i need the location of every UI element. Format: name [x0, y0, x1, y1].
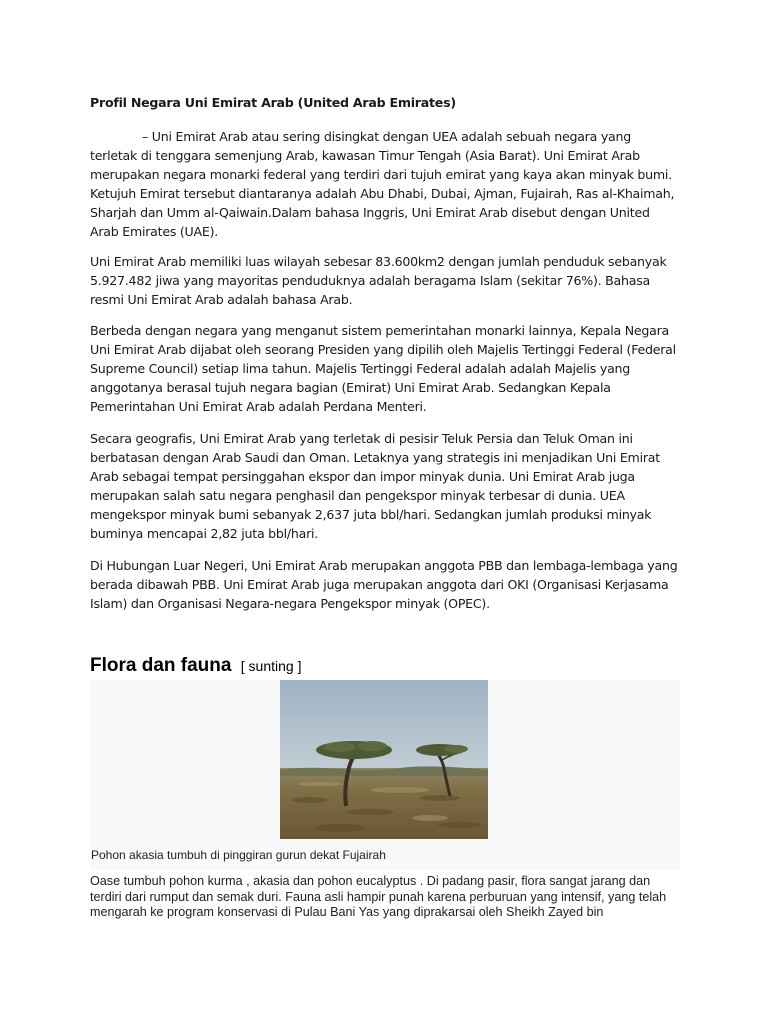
document-title: Profil Negara Uni Emirat Arab (United Arab Emirates) [90, 95, 456, 110]
section-heading-text: Flora dan fauna [90, 655, 232, 676]
flora-fauna-paragraph: Oase tumbuh pohon kurma , akasia dan pohon eucalyptus . Di padang pasir, flora sangat jarang dan terdiri dari rumput dan semak duri. Fauna asli hampir punah karena perburuan yang intensif, yang telah mengarah ke program konservasi di Pulau Bani Yas yang diprakarsai oleh Sheikh Zayed bin [90, 874, 667, 919]
paragraph-intro [90, 127, 680, 241]
paragraph-text: – Uni Emirat Arab atau sering disingkat dengan UEA adalah sebuah negara yang terletak di tenggara semenjung Arab, kawasan Timur Tengah (Asia Barat). Uni Emirat Arab merupakan negara monarki federal yang terdiri dari tujuh emirat yang kaya akan minyak bumi. Ketujuh Emirat tersebut diantaranya adalah Abu Dhabi, Dubai, Ajman, Fujairah, Ras al-Khaimah, Sharjah dan Umm al-Qaiwain.Dalam bahasa Inggris, Uni Emirat Arab disebut dengan United Arab Emirates (UAE). [90, 129, 675, 239]
paragraph-foreign-relations [90, 556, 680, 613]
paragraph-geography [90, 429, 680, 543]
paragraph-area-population [90, 252, 680, 309]
figure-caption: Pohon akasia tumbuh di pinggiran gurun dekat Fujairah [91, 848, 386, 862]
section-heading [90, 655, 301, 677]
edit-link[interactable]: [ sunting ] [240, 658, 302, 674]
paragraph-text: Uni Emirat Arab memiliki luas wilayah sebesar 83.600km2 dengan jumlah penduduk sebanyak 5.927.482 jiwa yang mayoritas penduduknya adalah beragama Islam (sekitar 76%). Bahasa resmi Uni Emirat Arab adalah bahasa Arab. [90, 254, 667, 307]
paragraph-government [90, 321, 680, 416]
acacia-photo [280, 680, 488, 839]
paragraph-text: Secara geografis, Uni Emirat Arab yang terletak di pesisir Teluk Persia dan Teluk Oman ini berbatasan dengan Arab Saudi dan Oman. Letaknya yang strategis ini menjadikan Uni Emirat Arab sebagai tempat persinggahan ekspor dan impor minyak dunia. Uni Emirat Arab juga merupakan salah satu negara penghasil dan pengekspor minyak terbesar di dunia. UEA mengekspor minyak bumi sebanyak 2,637 juta bbl/hari. Sedangkan jumlah produksi minyak buminya mencapai 2,82 juta bbl/hari. [90, 431, 660, 541]
paragraph-text: Di Hubungan Luar Negeri, Uni Emirat Arab merupakan anggota PBB dan lembaga-lembaga yang berada dibawah PBB. Uni Emirat Arab juga merupakan anggota dari OKI (Organisasi Kerjasama Islam) dan Organisasi Negara-negara Pengekspor minyak (OPEC). [90, 558, 678, 611]
paragraph-text: Berbeda dengan negara yang menganut sistem pemerintahan monarki lainnya, Kepala Negara Uni Emirat Arab dijabat oleh seorang Presiden yang dipilih oleh Majelis Tertinggi Federal (Federal Supreme Council) setiap lima tahun. Majelis Tertinggi Federal adalah adalah Majelis yang anggotanya berasal tujuh negara bagian (Emirat) Uni Emirat Arab. Sedangkan Kepala Pemerintahan Uni Emirat Arab adalah Perdana Menteri. [90, 323, 676, 414]
